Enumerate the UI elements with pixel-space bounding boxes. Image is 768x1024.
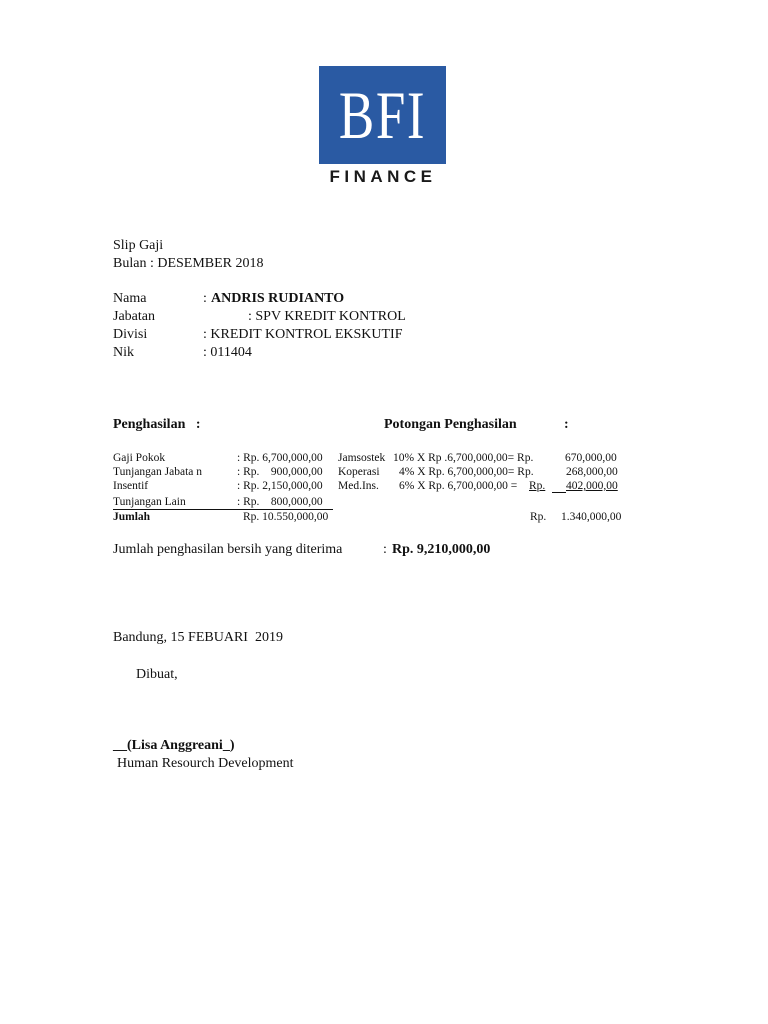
income-label-gaji-pokok: Gaji Pokok: [113, 452, 166, 464]
nama-value: ANDRIS RUDIANTO: [211, 291, 345, 306]
deduction-label-jamsostek: Jamsostek: [338, 452, 386, 464]
logo-brand-text: BFI: [338, 77, 427, 153]
logo-subtitle: FINANCE: [329, 167, 437, 186]
deduction-heading-colon: :: [564, 417, 569, 432]
deduction-total-rp: Rp.: [530, 511, 547, 523]
income-heading: Penghasilan :: [113, 417, 201, 432]
slip-month: Bulan : DESEMBER 2018: [113, 256, 264, 271]
deduction-formula-jamsostek: 10% X Rp .6,700,000,00= Rp.: [393, 452, 534, 464]
jabatan-label: Jabatan: [113, 309, 155, 324]
income-value-gaji-pokok: : Rp. 6,700,000,00: [237, 452, 323, 464]
deduction-formula-koperasi: 4% X Rp. 6,700,000,00= Rp.: [399, 466, 534, 478]
nik-value: : 011404: [203, 345, 252, 360]
deduction-rp-medins: Rp.: [529, 480, 546, 492]
deduction-underline-gap: [552, 492, 566, 493]
nik-label: Nik: [113, 345, 134, 360]
signer-title: Human Resourch Development: [117, 756, 294, 771]
nama-colon: :: [203, 291, 207, 306]
deduction-total: 1.340,000,00: [561, 511, 622, 523]
total-label: Jumlah: [113, 511, 151, 523]
deduction-label-medins: Med.Ins.: [338, 480, 379, 492]
deduction-amount-medins: 402,000,00: [566, 480, 618, 492]
place-date: Bandung, 15 FEBUARI 2019: [113, 630, 283, 645]
income-label-tunjangan-jabatan: Tunjangan Jabata n: [113, 466, 203, 478]
deduction-heading: Potongan Penghasilan: [384, 417, 517, 432]
income-label-tunjangan-lain: Tunjangan Lain: [113, 495, 237, 510]
deduction-amount-jamsostek: 670,000,00: [565, 452, 617, 464]
divisi-value: : KREDIT KONTROL EKSKUTIF: [203, 327, 403, 342]
deduction-amount-koperasi: 268,000,00: [566, 466, 618, 478]
net-colon: :: [383, 542, 387, 557]
divisi-label: Divisi: [113, 327, 148, 342]
slip-title: Slip Gaji: [113, 238, 164, 253]
deduction-formula-medins: 6% X Rp. 6,700,000,00 =: [399, 480, 518, 492]
bfi-logo: [319, 66, 446, 164]
nama-label: Nama: [113, 291, 147, 306]
income-value-tunjangan-jabatan: : Rp. 900,000,00: [237, 466, 323, 478]
deduction-label-koperasi: Koperasi: [338, 466, 380, 478]
income-label-insentif: Insentif: [113, 480, 149, 492]
income-value-insentif: : Rp. 2,150,000,00: [237, 480, 323, 492]
net-label: Jumlah penghasilan bersih yang diterima: [113, 542, 343, 557]
net-value: Rp. 9,210,000,00: [392, 542, 491, 557]
income-total: Rp. 10.550,000,00: [243, 511, 329, 523]
made-by: Dibuat,: [136, 667, 178, 682]
income-value-tunjangan-lain: : Rp. 800,000,00: [237, 495, 333, 510]
signer-name: __(Lisa Anggreani_): [113, 738, 235, 753]
jabatan-value: : SPV KREDIT KONTROL: [248, 309, 406, 324]
